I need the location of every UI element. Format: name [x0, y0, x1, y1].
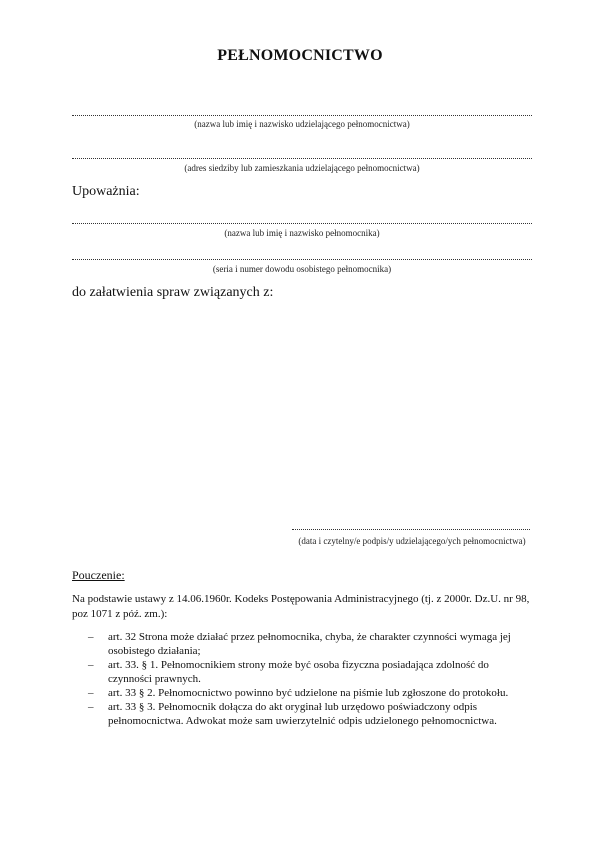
- attorney-id-caption: (seria i numer dowodu osobistego pełnomocnika): [212, 264, 392, 274]
- article-text: art. 33. § 1. Pełnomocnikiem strony może być osoba fizyczna posiadająca zdolność do czynności prawnych.: [108, 659, 489, 685]
- bullet: –: [88, 631, 94, 643]
- bullet: –: [88, 701, 94, 713]
- attorney-name-caption: (nazwa lub imię i nazwisko pełnomocnika): [224, 228, 380, 238]
- legal-basis: Na podstawie ustawy z 14.06.1960r. Kodeks Postępowania Administracyjnego (tj. z 2000r. Dz.U. nr 98, poz 1071 z póź. zm.):: [72, 593, 530, 620]
- signature-caption: (data i czytelny/e podpis/y udzielającego/ych pełnomocnictwa): [298, 536, 526, 546]
- grantor-name-line[interactable]: [72, 114, 532, 116]
- instructions-heading: Pouczenie:: [72, 568, 125, 582]
- article-text: art. 33 § 2. Pełnomocnictwo powinno być udzielone na piśmie lub zgłoszone do protokołu.: [108, 687, 509, 699]
- authorizes-label: Upoważnia:: [72, 184, 140, 199]
- grantor-address-caption: (adres siedziby lub zamieszkania udzielającego pełnomocnictwa): [184, 163, 420, 173]
- attorney-id-line[interactable]: [72, 258, 532, 260]
- list-item: [88, 658, 534, 686]
- attorney-name-line[interactable]: [72, 222, 532, 224]
- list-item: [88, 700, 534, 728]
- list-item: [88, 630, 534, 658]
- list-item: [88, 686, 534, 700]
- matters-label: do załatwienia spraw związanych z:: [72, 285, 274, 300]
- document-title: PEŁNOMOCNICTWO: [217, 47, 383, 64]
- grantor-address-line[interactable]: [72, 157, 532, 159]
- article-list: [88, 630, 534, 728]
- article-text: art. 33 § 3. Pełnomocnik dołącza do akt oryginał lub urzędowo poświadczony odpis pełnomocnictwa. Adwokat może sam uwierzytelnić odpis udzielonego pełnomocnictwa.: [108, 701, 497, 727]
- bullet: –: [88, 687, 94, 699]
- grantor-name-caption: (nazwa lub imię i nazwisko udzielającego pełnomocnictwa): [194, 119, 410, 129]
- article-text: art. 32 Strona może działać przez pełnomocnika, chyba, że charakter czynności wymaga jej osobistego działania;: [108, 631, 511, 657]
- signature-line[interactable]: [292, 528, 530, 530]
- bullet: –: [88, 659, 94, 671]
